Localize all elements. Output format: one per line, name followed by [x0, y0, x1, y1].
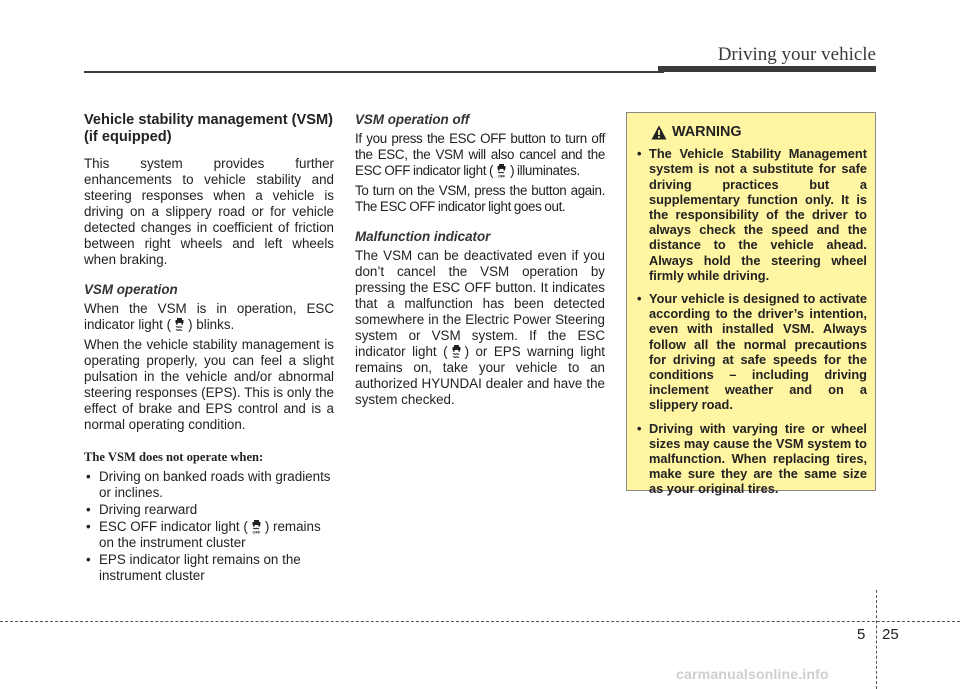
list-item: • EPS indicator light remains on the instrument cluster	[84, 552, 334, 584]
warning-box	[626, 112, 876, 497]
page-number: 25	[882, 626, 899, 643]
header-rule	[84, 71, 664, 73]
warning-header	[651, 125, 867, 140]
footer-divider	[876, 590, 877, 689]
chapter-number: 5	[857, 626, 866, 643]
intro-paragraph: This system provides further enhancements to vehicle stability and steering responses when a vehicle is driving on a slippery road or for vehicle detected changes in coefficient of friction between right wheels and left wheels when braking.	[84, 156, 334, 267]
header-title: Driving your vehicle	[717, 44, 876, 65]
list-item: • Driving rearward	[84, 502, 334, 518]
footer-rule	[0, 621, 960, 622]
esc-indicator-icon	[173, 317, 186, 332]
warning-item: • Driving with varying tire or wheel sizes may cause the VSM system to malfunction. When replacing tires, make sure they are the same size as your original tires.	[637, 421, 867, 497]
vsm-operation-heading: VSM operation	[84, 282, 178, 297]
not-operate-list	[84, 469, 334, 584]
left-column	[84, 112, 334, 585]
malfunction-paragraph: The VSM can be deactivated even if you don’t cancel the VSM operation by pressing the ESC OFF button. It indicates that a malfunction has been detected somewhere in the Electric Power Steering system or VSM system. If the ESC indicator light ( ) or EPS warning light remains on, take your vehicle to an authorized HYUNDAI dealer and have the system checked.	[355, 248, 605, 407]
indicator-off-label: OFF	[498, 173, 506, 178]
warning-item: • Your vehicle is designed to activate according to the driver’s intention, even with installed VSM. Always follow all the normal precautions for driving at safe speeds for the conditions – including driving inclement weather and on a slippery road.	[637, 291, 867, 413]
vsm-off-paragraph-2: To turn on the VSM, press the button again. The ESC OFF indicator light goes out.	[355, 183, 605, 214]
list-item: • Driving on banked roads with gradients or inclines.	[84, 469, 334, 501]
middle-column	[355, 112, 605, 412]
header-rule-accent	[658, 66, 876, 72]
vsm-off-paragraph-1: If you press the ESC OFF button to turn off the ESC, the VSM will also cancel and the ESC OFF indicator light ( OFF ) illuminates.	[355, 131, 605, 178]
esc-off-indicator-icon	[250, 519, 263, 534]
esc-indicator-icon	[450, 344, 463, 359]
warning-list	[637, 146, 867, 496]
indicator-off-label: OFF	[252, 529, 261, 534]
warning-item: • The Vehicle Stability Management system is not a substitute for safe driving practices but a supplementary function only. It is the responsibility of the driver to always check the speed and the distance to the vehicle ahead. Always hold the steering wheel firmly while driving.	[637, 146, 867, 283]
watermark: carmanualsonline.info	[676, 667, 829, 683]
vsm-off-heading: VSM operation off	[355, 112, 470, 127]
not-operate-heading: The VSM does not operate when:	[84, 450, 264, 464]
vsm-operation-paragraph-1: When the VSM is in operation, ESC indicator light ( ) blinks.	[84, 301, 334, 332]
list-item: • ESC OFF indicator light ( OFF ) remains on the instrument cluster	[84, 519, 334, 551]
malfunction-heading: Malfunction indicator	[355, 229, 491, 244]
warning-title: WARNING	[672, 124, 742, 140]
section-heading: Vehicle stability management (VSM) (if equipped)	[84, 112, 333, 145]
warning-triangle-icon	[651, 125, 667, 140]
esc-off-indicator-icon	[495, 163, 508, 178]
vsm-operation-paragraph-2: When the vehicle stability management is operating properly, you can feel a slight pulsation in the vehicle and/or abnormal steering responses (EPS). This is only the effect of brake and EPS control and is a normal operating condition.	[84, 337, 334, 432]
